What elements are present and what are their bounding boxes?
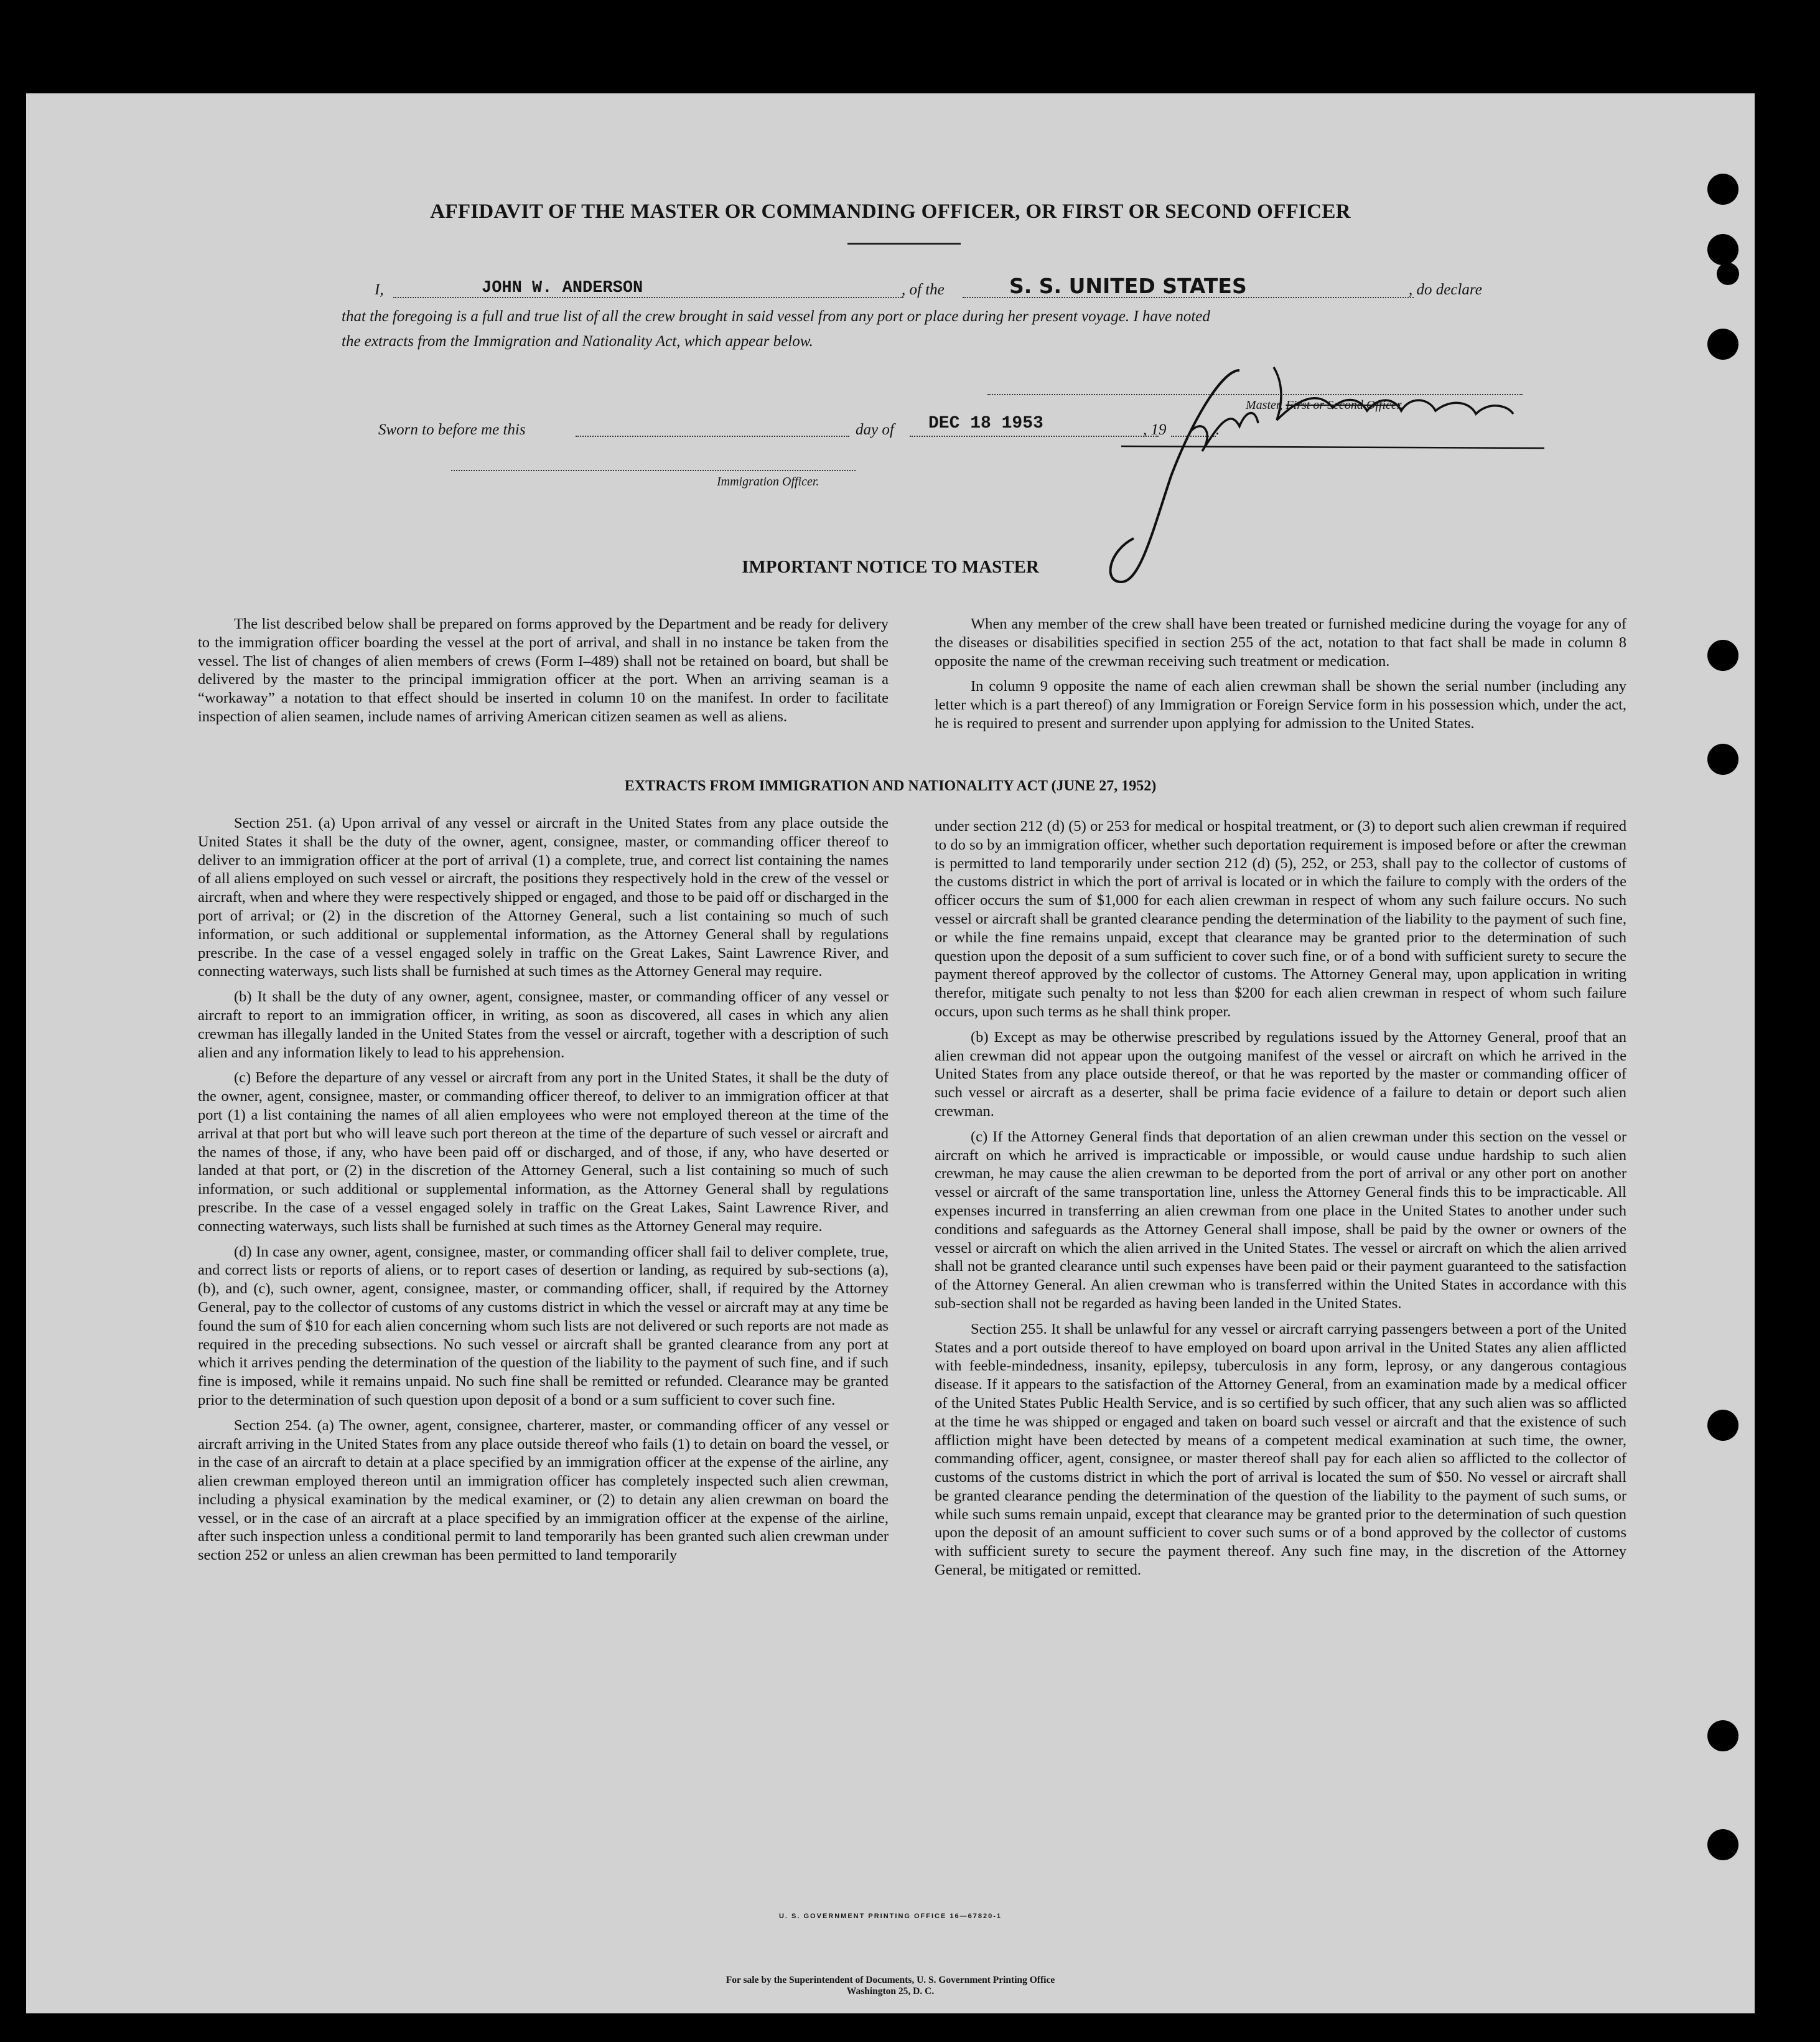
notice-right-paragraph-1: When any member of the crew shall have been treated or furnished medicine during the voyage for any of the diseases or disabilities specified in section 255 of the act, notation to that fact shall be made in column 8 opposite the name of the crewman receiving such treatment or medication. [935, 616, 1626, 670]
extract-right-section-254c: (c) If the Attorney General finds that deportation of an alien crewman under this section on the vessel or aircraft on which he arrived is impracticable or impossible, or would cause undue hardship to such alien crewman, he may cause the alien crewman to be deported from the port of arrival or any other port on another vessel or aircraft of the same transportation line, unless the Attorney General finds this to be impracticable. All expenses incurred in transferring an alien crewman from one place in the United States to another under such conditions and safeguards as the Attorney General shall impose, shall be paid by the owner or owners of the vessel or aircraft on which the alien arrived in the United States. The vessel or aircraft on which the alien arrived shall not be granted clearance until such expenses have been paid or their payment guaranteed to the satisfaction of the Attorney General. An alien crewman who is transferred within the United States in accordance with this sub-section shall not be regarded as having been landed in the United States. [935, 1128, 1626, 1312]
master-name[interactable]: JOHN W. ANDERSON [482, 279, 643, 297]
document-page [26, 93, 1755, 2013]
notice-left-paragraph: The list described below shall be prepared on forms approved by the Department and be ready for delivery to the immigration officer boarding the vessel at the port of arrival, and shall in no instance be taken from the vessel. The list of changes of alien members of crews (Form I–489) shall not be retained on board, but shall be delivered by the master to the principal immigration officer at the port. When an arriving seaman is a “workaway” a notation to that effect should be inserted in column 10 on the manifest. In order to facilitate inspection of alien seamen, include names of arriving American citizen seamen as well as aliens. [198, 616, 889, 725]
punch-hole [1717, 263, 1739, 285]
master-caption-period: . [1400, 398, 1404, 412]
struck-officer-text: First or Second Officer [1286, 398, 1401, 412]
extract-left-section-251d: (d) In case any owner, agent, consignee, master, or commanding officer shall fail to deliver complete, true, and correct lists or reports of aliens, or to report cases of desertion or landing, as required by sub-sections (a), (b), and (c), such owner, agent, consignee, master, or commanding officer, shall, if required by the Attorney General, pay to the collector of customs of any customs district in which the vessel or aircraft may at any time be found the sum of $10 for each alien concerning whom such lists are not delivered or such reports are not made as required in the preceding subsections. No such vessel or aircraft shall be granted clearance from any port at which it arrives pending the determination of the question of the liability to the payment of such fine, and if such fine is imposed, while it remains unpaid. No such fine shall be remitted or refunded. Clearance may be granted prior to the determination of such question upon deposit of a bond or a sum sufficient to cover such fine. [198, 1243, 889, 1408]
notice-left-column [198, 615, 889, 733]
punch-hole [1707, 329, 1738, 360]
affidavit-title: AFFIDAVIT OF THE MASTER OR COMMANDING OFFICER, OR FIRST OR SECOND OFFICER [430, 200, 1351, 223]
extracts-title: EXTRACTS FROM IMMIGRATION AND NATIONALITY ACT (JUNE 27, 1952) [624, 778, 1157, 794]
sworn-label: Sworn to before me this [378, 421, 526, 438]
date-stamp[interactable]: DEC 18 1953 [928, 414, 1043, 433]
year-blank [1171, 436, 1216, 437]
punch-hole [1707, 1829, 1738, 1860]
punch-hole [1707, 744, 1738, 775]
year-end: . [1216, 421, 1220, 438]
name-blank [393, 297, 903, 298]
year-prefix: , 19 [1143, 421, 1167, 438]
sworn-day-blank [576, 436, 849, 437]
extract-right-section-254b: (b) Except as may be otherwise prescribed by regulations issued by the Attorney General, proof that an alien crewman did not appear upon the outgoing manifest of the vessel or aircraft on which he arrived in the United States from any place outside thereof, or that he was reported by the master or commanding officer of such vessel or aircraft as a deserter, shall be prima facie evidence of a failure to detain or deport such alien crewman. [935, 1028, 1626, 1120]
master-caption-title: Master, [1246, 398, 1283, 412]
master-signature [1096, 333, 1551, 594]
extract-left-section-251c: (c) Before the departure of any vessel or aircraft from any port in the United States, it shall be the duty of the owner, agent, consignee, master, or commanding officer thereof, to deliver to an immigration officer at that port (1) a list containing the names of all alien employees who were not employed thereon at the time of the arrival at that port but who will leave such port thereon at the time of the departure of such vessel or aircraft and the names of those, if any, who have been paid off or discharged, and of those, if any, who have deserted or landed at that port, or (2) in the discretion of the Attorney General, such a list containing so much of such information, or such additional or supplemental information, as the Attorney General shall by regulations prescribe. In the case of a vessel engaged solely in traffic on the Great Lakes, Saint Lawrence River, and connecting waterways, such lists shall be furnished at such times as the Attorney General may require. [198, 1069, 889, 1235]
month-blank [910, 436, 1159, 437]
extract-left-section-254a: Section 254. (a) The owner, agent, consignee, charterer, master, or commanding officer of any vessel or aircraft arriving in the United States from any place outside thereof who fails (1) to detain on board the vessel, or in the case of an aircraft to detain at a place specified by an immigration officer at the expense of the airline, any alien crewman employed thereon until an immigration officer has completely inspected such alien crewman, including a physical examination by the medical examiner, or (2) to detain any alien crewman on board the vessel, or in the case of an aircraft at a place specified by an immigration officer at the expense of the airline, after such inspection unless a conditional permit to land temporarily has been granted such alien crewman under section 252 or unless an alien crewman has been permitted to land temporarily [198, 1417, 889, 1564]
i-label: I, [375, 281, 384, 298]
notice-title: IMPORTANT NOTICE TO MASTER [742, 557, 1039, 577]
extract-right-section-254a-cont: under section 212 (d) (5) or 253 for medical or hospital treatment, or (3) to deport such alien crewman if required to do so by an immigration officer, whether such deportation requirement is imposed before or after the crewman is permitted to land temporarily under section 212 (d) (5), 252, or 253, shall pay to the collector of customs of the customs district in which the port of arrival is located or in which the failure to comply with the orders of the officer occurs the sum of $1,000 for each alien crewman in respect of whom any such failure occurs. No such vessel or aircraft shall be granted clearance pending the determination of the liability to the payment of such fine, or while the fine remains unpaid, except that clearance may be granted prior to the determination of such question upon the deposit of a sum sufficient to cover such fine, or of a bond with sufficient surety to secure the payment thereof approved by the collector of customs. The Attorney General may, upon application in writing therefor, mitigate such penalty to not less than $200 for each alien crewman in respect of whom such failure occurs, upon such terms as he shall think proper. [935, 818, 1626, 1020]
vessel-name[interactable]: S. S. UNITED STATES [1009, 274, 1247, 298]
day-of-label: day of [856, 421, 894, 438]
punch-hole [1707, 234, 1738, 265]
sale-notice-line-1: For sale by the Superintendent of Documents, U. S. Government Printing Office [726, 1975, 1055, 1985]
extract-right-section-255: Section 255. It shall be unlawful for any vessel or aircraft carrying passengers between a port of the United States and a port outside thereof to have employed on board upon arrival in the United States any alien afflicted with feeble-mindedness, insanity, epilepsy, tuberculosis in any form, leprosy, or any dangerous contagious disease. If it appears to the satisfaction of the Attorney General, from an examination made by a medical officer of the United States Public Health Service, and is so certified by such officer, that any such alien was so afflicted at the time he was shipped or engaged and taken on board such vessel or aircraft and that the existence of such affliction might have been detected by means of a competent medical examination at such time, the owner, commanding officer, agent, consignee, or master thereof shall pay for each alien so afflicted to the collector of customs of the customs district in which the port of arrival is located the sum of $50. No vessel or aircraft shall be granted clearance pending the determination of the question of the liability to the payment of such sums, or while such sums remain unpaid, except that clearance may be granted prior to the determination of such question upon the deposit of an amount sufficient to cover such sums or of a bond approved by the collector of customs with sufficient surety to secure the payment thereof. Any such fine may, in the discretion of the Attorney General, be mitigated or remitted. [935, 1320, 1626, 1579]
title-rule [847, 243, 961, 245]
master-caption [1246, 398, 1403, 413]
punch-hole [1707, 1720, 1738, 1751]
extract-left-section-251b: (b) It shall be the duty of any owner, agent, consignee, master, or commanding officer of any vessel or aircraft to report to an immigration officer, in writing, as soon as discovered, all cases in which any alien crewman has illegally landed in the United States from the vessel or aircraft, together with a description of such alien and any information likely to lead to his apprehension. [198, 988, 889, 1061]
extracts-left-column [198, 814, 889, 1571]
of-the-label: , of the [902, 281, 945, 298]
immigration-officer-line [451, 470, 856, 471]
declaration-line-3: the extracts from the Immigration and Nationality Act, which appear below. [342, 333, 813, 350]
punch-hole [1707, 640, 1738, 671]
declaration-line-2: that the foregoing is a full and true list of all the crew brought in said vessel from any port or place during her present voyage. I have noted [342, 308, 1210, 325]
extracts-right-column [935, 817, 1626, 1586]
notice-right-paragraph-2: In column 9 opposite the name of each alien crewman shall be shown the serial number (including any letter which is a part thereof) of any Immigration or Foreign Service form in his possession which, under the act, he is required to present and surrender upon applying for admission to the United States. [935, 678, 1626, 732]
printing-office-imprint: U. S. GOVERNMENT PRINTING OFFICE 16—67820-1 [778, 1913, 1002, 1920]
extract-left-section-251a: Section 251. (a) Upon arrival of any vessel or aircraft in the United States from any place outside the United States it shall be the duty of the owner, agent, consignee, master, or commanding officer thereof to deliver to an immigration officer at the port of arrival (1) a complete, true, and correct list containing the names of all aliens employed on such vessel or aircraft, the positions they respectively hold in the crew of the vessel or aircraft, when and where they were respectively shipped or engaged, and those to be paid off or discharged in the port of arrival; or (2) in the discretion of the Attorney General, such a list containing so much of such information, or such additional or supplemental information, as the Attorney General shall by regulations prescribe. In the case of a vessel engaged solely in traffic on the Great Lakes, Saint Lawrence River, and connecting waterways, such lists shall be furnished at such times as the Attorney General may require. [198, 815, 889, 980]
sale-notice-line-2: Washington 25, D. C. [846, 1986, 935, 1997]
immigration-officer-caption: Immigration Officer. [717, 475, 819, 489]
do-declare-label: , do declare [1409, 281, 1482, 298]
punch-hole [1707, 1410, 1738, 1441]
notice-right-column [935, 615, 1626, 740]
sale-notice [26, 1975, 1755, 1997]
